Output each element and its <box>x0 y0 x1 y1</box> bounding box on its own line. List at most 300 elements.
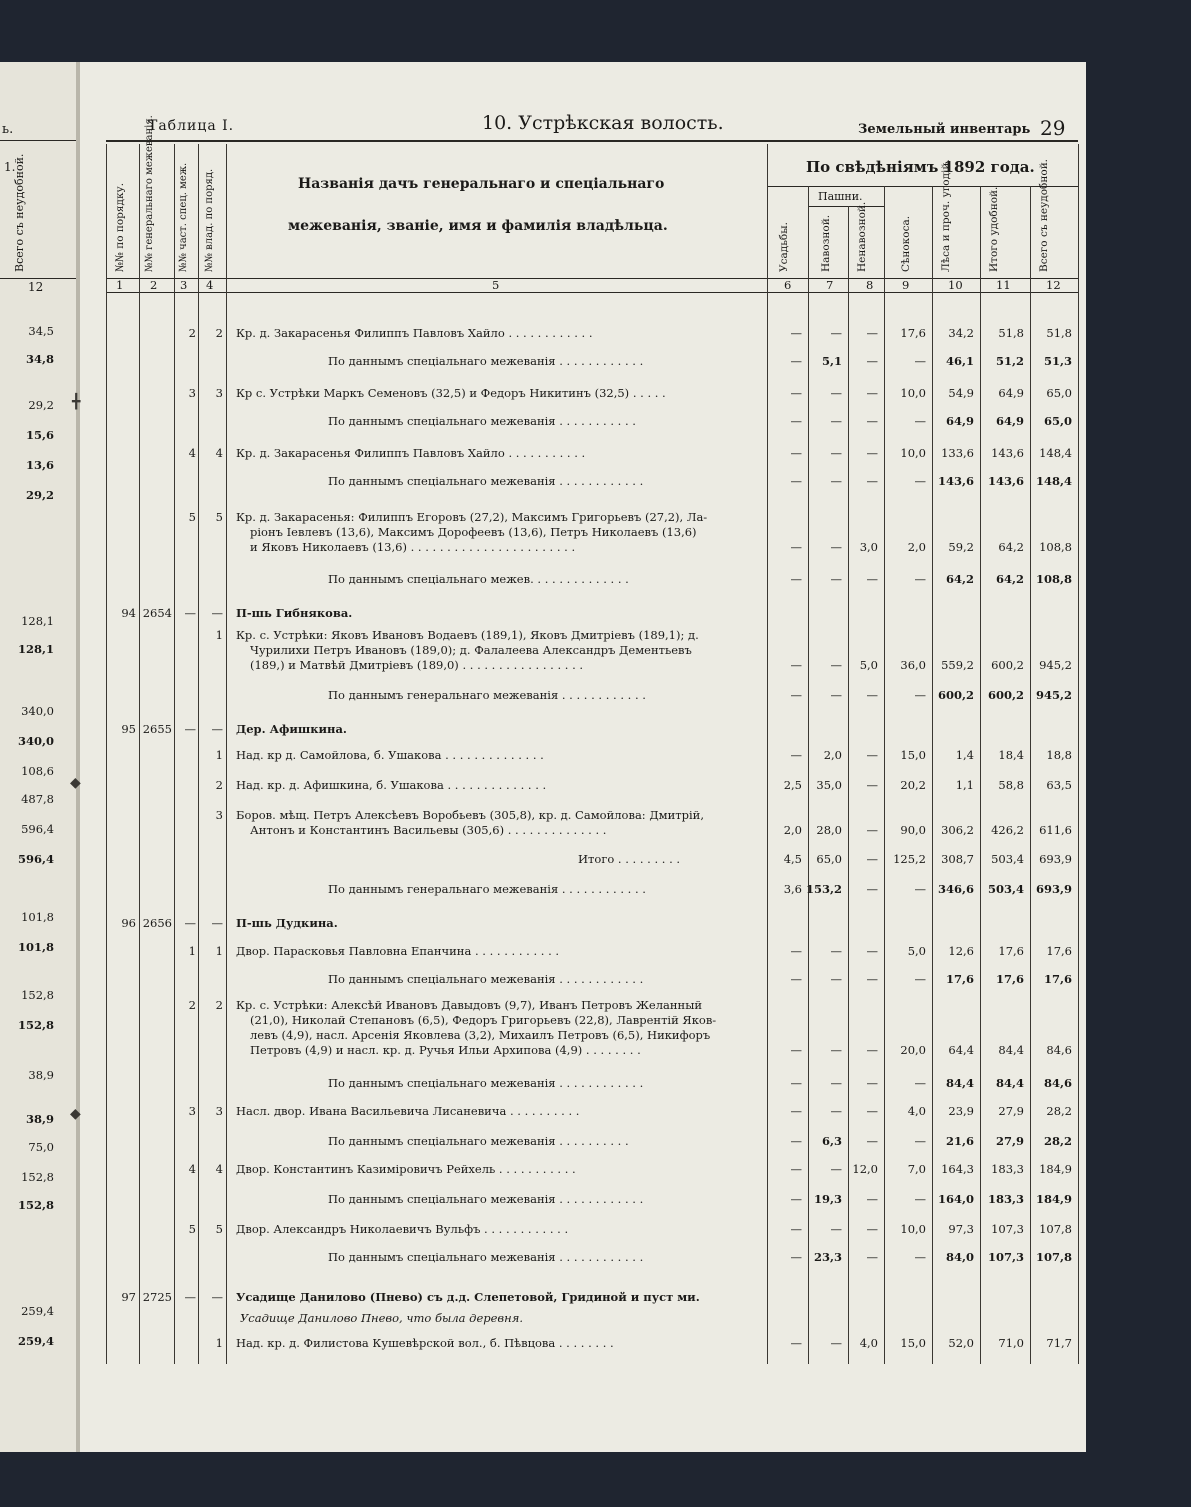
names-header-line2: межеванія, званіе, имя и фамилія владѣльца. <box>288 218 668 234</box>
special-survey-number: — <box>184 1290 196 1304</box>
area-value: — <box>790 1250 802 1264</box>
area-value: 97,3 <box>948 1222 974 1236</box>
owner-name: Кр. с. Устрѣки: Яковъ Ивановъ Водаевъ (189,1), Яковъ Дмитріевъ (189,1); д. <box>236 628 699 642</box>
area-value: 2,0 <box>783 823 802 837</box>
area-value: 71,7 <box>1046 1336 1072 1350</box>
area-value: 10,0 <box>900 1222 926 1236</box>
col-header-9: Сѣнокоса. <box>900 215 912 272</box>
area-value: 17,6 <box>995 972 1024 986</box>
prev-page-value: 596,4 <box>17 852 54 866</box>
column-number: 6 <box>784 278 792 292</box>
area-value: 27,9 <box>995 1134 1024 1148</box>
row-number: 94 <box>121 606 136 620</box>
area-value: 184,9 <box>1035 1192 1072 1206</box>
area-value: 559,2 <box>941 658 974 672</box>
area-value: — <box>914 688 926 702</box>
binding-marker: ◆ <box>70 1106 81 1122</box>
area-value: 34,2 <box>948 326 974 340</box>
area-value: 17,6 <box>1043 972 1072 986</box>
area-value: — <box>790 414 802 428</box>
area-value: — <box>790 572 802 586</box>
area-value: 2,0 <box>907 540 926 554</box>
owner-name-continued: Антонъ и Константинъ Васильевы (305,6) . . . . . . . . . . . . . . <box>250 823 607 837</box>
area-value: 1,1 <box>955 778 974 792</box>
binding-marker: ╋ <box>72 394 81 410</box>
area-value: — <box>914 354 926 368</box>
owner-name: Над. кр. д. Афишкина, б. Ушакова . . . . . . . . . . . . . . <box>236 778 547 792</box>
area-value: — <box>914 882 926 896</box>
owner-name: Кр. с. Устрѣки: Алексѣй Ивановъ Давыдовъ (9,7), Иванъ Петровъ Желанный <box>236 998 703 1012</box>
owner-name: Двор. Александръ Николаевичъ Вульфъ . . . . . . . . . . . . <box>236 1222 569 1236</box>
area-value: — <box>830 972 842 986</box>
area-value: 54,9 <box>948 386 974 400</box>
prev-page-value: 340,0 <box>21 704 54 718</box>
area-value: 164,0 <box>937 1192 974 1206</box>
area-value: — <box>830 414 842 428</box>
area-value: — <box>830 446 842 460</box>
area-value: 84,4 <box>995 1076 1024 1090</box>
owner-name: П-шь Дудкина. <box>236 916 338 930</box>
area-value: 64,9 <box>945 414 974 428</box>
area-value: — <box>866 1043 878 1057</box>
area-value: — <box>866 1076 878 1090</box>
owner-number: 5 <box>215 510 223 524</box>
area-value: 46,1 <box>945 354 974 368</box>
owner-name-continued: (189,) и Матвѣй Дмитріевъ (189,0) . . . . . . . . . . . . . . . . . <box>250 658 584 672</box>
area-value: 184,9 <box>1039 1162 1072 1176</box>
area-value: — <box>866 474 878 488</box>
col-line <box>139 144 140 1364</box>
owner-name: По даннымъ спеціальнаго межеванія . . . . . . . . . . . . <box>328 972 644 986</box>
owner-number: 1 <box>215 748 223 762</box>
area-value: 5,0 <box>859 658 878 672</box>
area-value: 51,2 <box>995 354 1024 368</box>
area-value: 10,0 <box>900 446 926 460</box>
area-value: — <box>830 1104 842 1118</box>
owner-number: 2 <box>215 998 223 1012</box>
area-value: 10,0 <box>900 386 926 400</box>
area-value: — <box>790 1336 802 1350</box>
col-header-11: Итого удобной. <box>988 186 1000 272</box>
owner-name: П-шь Гибнякова. <box>236 606 353 620</box>
area-value: 17,6 <box>900 326 926 340</box>
owner-name-continued: (21,0), Николай Степановъ (6,5), Федоръ Григорьевъ (22,8), Лаврентій Яков- <box>250 1013 717 1027</box>
owner-name: По даннымъ генеральнаго межеванія . . . . . . . . . . . . <box>328 688 646 702</box>
area-value: — <box>866 446 878 460</box>
area-value: 125,2 <box>893 852 926 866</box>
special-survey-number: — <box>184 722 196 736</box>
owner-name-continued: Петровъ (4,9) и насл. кр. д. Ручья Ильи Архипова (4,9) . . . . . . . . <box>250 1043 641 1057</box>
area-value: 58,8 <box>998 778 1024 792</box>
area-value: — <box>830 688 842 702</box>
prev-page-value: 596,4 <box>21 822 54 836</box>
owner-name: По даннымъ спеціальнаго межеванія . . . . . . . . . . . <box>328 414 636 428</box>
general-survey-number: 2654 <box>142 606 172 620</box>
area-value: — <box>830 474 842 488</box>
area-value: — <box>866 688 878 702</box>
owner-name: По даннымъ генеральнаго межеванія . . . . . . . . . . . . <box>328 882 646 896</box>
prev-page-value: 13,6 <box>25 458 54 472</box>
owner-number: 3 <box>215 808 223 822</box>
area-value: 503,4 <box>987 882 1024 896</box>
prev-col-header: Всего съ неудобной. <box>13 153 26 272</box>
area-value: 426,2 <box>991 823 1024 837</box>
group-rule <box>767 186 1078 187</box>
owner-name: Кр. д. Закарасенья Филиппъ Павловъ Хайло . . . . . . . . . . . . <box>236 326 593 340</box>
area-value: 90,0 <box>900 823 926 837</box>
prev-page-value: 152,8 <box>17 1198 54 1212</box>
area-value: 600,2 <box>937 688 974 702</box>
owner-name: Над. кр д. Самойлова, б. Ушакова . . . . . . . . . . . . . . <box>236 748 544 762</box>
owner-name: Итого . . . . . . . . . <box>578 852 681 866</box>
column-number: 12 <box>1046 278 1061 292</box>
special-survey-number: 3 <box>188 386 196 400</box>
area-value: — <box>866 852 878 866</box>
area-value: — <box>866 354 878 368</box>
special-survey-number: — <box>184 606 196 620</box>
owner-number: 4 <box>215 446 223 460</box>
area-value: — <box>790 688 802 702</box>
area-value: 64,4 <box>948 1043 974 1057</box>
area-value: — <box>830 326 842 340</box>
area-value: — <box>866 414 878 428</box>
area-value: 5,0 <box>907 944 926 958</box>
area-value: 51,8 <box>1046 326 1072 340</box>
owner-number: — <box>211 722 223 736</box>
area-value: — <box>914 1192 926 1206</box>
area-value: — <box>790 540 802 554</box>
column-number: 7 <box>826 278 834 292</box>
area-value: 27,9 <box>998 1104 1024 1118</box>
area-value: — <box>790 1043 802 1057</box>
owner-name-continued: левъ (4,9), насл. Арсенія Яковлева (3,2), Михаилъ Петровъ (6,5), Никифоръ <box>250 1028 711 1042</box>
area-value: 17,6 <box>945 972 974 986</box>
col-header-7: Навозной. <box>820 214 832 272</box>
area-value: 1,4 <box>955 748 974 762</box>
col-header-4: №№ влад. по поряд. <box>204 168 215 272</box>
column-number: 4 <box>206 278 214 292</box>
general-survey-number: 2655 <box>142 722 172 736</box>
area-value: 23,3 <box>813 1250 842 1264</box>
area-value: — <box>830 1222 842 1236</box>
area-value: — <box>866 748 878 762</box>
area-value: 84,6 <box>1043 1076 1072 1090</box>
area-value: 35,0 <box>816 778 842 792</box>
owner-name: Кр. д. Закарасенья Филиппъ Павловъ Хайло . . . . . . . . . . . <box>236 446 586 460</box>
area-value: 107,8 <box>1039 1222 1072 1236</box>
area-value: — <box>866 944 878 958</box>
col-line <box>106 144 107 1364</box>
owner-name: Дер. Афишкина. <box>236 722 347 736</box>
area-value: — <box>830 1043 842 1057</box>
page-number: 29 <box>1040 116 1066 140</box>
area-value: 2,5 <box>783 778 802 792</box>
owner-name-continued: Усадище Данилово Пнево, что была деревня. <box>240 1311 523 1325</box>
header-rule <box>106 140 1078 142</box>
area-value: — <box>914 572 926 586</box>
owner-number: 1 <box>215 628 223 642</box>
binding-marker: ◆ <box>70 775 81 791</box>
area-value: 65,0 <box>1043 414 1072 428</box>
row-number: 97 <box>121 1290 136 1304</box>
special-survey-number: — <box>184 916 196 930</box>
area-value: — <box>914 1250 926 1264</box>
prev-page-value: 259,4 <box>17 1334 54 1348</box>
area-value: — <box>914 474 926 488</box>
owner-name: По даннымъ спеціальнаго межеванія . . . . . . . . . . . . <box>328 474 644 488</box>
area-value: 693,9 <box>1035 882 1072 896</box>
area-value: 600,2 <box>987 688 1024 702</box>
area-value: 15,0 <box>900 1336 926 1350</box>
area-value: 65,0 <box>1046 386 1072 400</box>
area-value: 64,9 <box>998 386 1024 400</box>
area-value: — <box>866 1222 878 1236</box>
area-value: 133,6 <box>941 446 974 460</box>
prev-header-fragment: ь. <box>2 122 14 137</box>
area-value: — <box>914 972 926 986</box>
area-value: 36,0 <box>900 658 926 672</box>
area-value: 84,4 <box>945 1076 974 1090</box>
area-value: 148,4 <box>1039 446 1072 460</box>
area-value: 18,4 <box>998 748 1024 762</box>
row-number: 95 <box>121 722 136 736</box>
special-survey-number: 1 <box>188 944 196 958</box>
prev-page-value: 29,2 <box>25 488 54 502</box>
owner-name: Насл. двор. Ивана Васильевича Лисаневича . . . . . . . . . . <box>236 1104 580 1118</box>
area-value: 20,2 <box>900 778 926 792</box>
area-value: — <box>866 386 878 400</box>
owner-name: Усадище Данилово (Пнево) съ д.д. Слепетовой, Гридиной и пуст ми. <box>236 1290 700 1304</box>
area-value: — <box>830 1336 842 1350</box>
area-value: — <box>790 354 802 368</box>
area-value: — <box>866 972 878 986</box>
area-value: 52,0 <box>948 1336 974 1350</box>
special-survey-number: 4 <box>188 446 196 460</box>
col-line <box>980 186 981 1364</box>
area-value: 107,3 <box>987 1250 1024 1264</box>
owner-number: 3 <box>215 386 223 400</box>
area-value: — <box>866 778 878 792</box>
col-header-8: Ненавозной. <box>856 201 868 272</box>
area-value: — <box>830 658 842 672</box>
area-value: — <box>790 1076 802 1090</box>
owner-number: — <box>211 916 223 930</box>
owner-name: Кр. д. Закарасенья: Филиппъ Егоровъ (27,2), Максимъ Григорьевъ (27,2), Ла- <box>236 510 708 524</box>
owner-number: 2 <box>215 326 223 340</box>
area-value: 20,0 <box>900 1043 926 1057</box>
owner-number: 1 <box>215 944 223 958</box>
area-value: 164,3 <box>941 1162 974 1176</box>
col-line <box>1078 144 1079 1364</box>
area-value: 64,2 <box>945 572 974 586</box>
area-value: — <box>830 1076 842 1090</box>
owner-number: 5 <box>215 1222 223 1236</box>
area-value: 153,2 <box>805 882 842 896</box>
area-value: 107,8 <box>1035 1250 1072 1264</box>
owner-number: — <box>211 1290 223 1304</box>
owner-name-continued: ріонъ Іевлевъ (13,6), Максимъ Дорофеевъ (13,6), Петръ Николаевъ (13,6) <box>250 525 697 539</box>
area-value: 64,2 <box>995 572 1024 586</box>
area-value: 503,4 <box>991 852 1024 866</box>
column-number: 9 <box>902 278 910 292</box>
area-value: 84,0 <box>945 1250 974 1264</box>
area-value: 107,3 <box>991 1222 1024 1236</box>
area-value: — <box>914 414 926 428</box>
area-value: — <box>790 446 802 460</box>
area-value: 51,3 <box>1043 354 1072 368</box>
area-value: — <box>790 1104 802 1118</box>
column-number: 10 <box>948 278 963 292</box>
special-survey-number: 5 <box>188 510 196 524</box>
area-value: — <box>914 1134 926 1148</box>
pashni-header: Пашни. <box>818 190 863 203</box>
area-value: — <box>790 748 802 762</box>
area-value: 3,6 <box>783 882 802 896</box>
owner-number: 2 <box>215 778 223 792</box>
prev-colhead-rule <box>0 278 76 279</box>
area-value: — <box>830 540 842 554</box>
area-value: 600,2 <box>991 658 1024 672</box>
area-value: 64,2 <box>998 540 1024 554</box>
area-value: 945,2 <box>1039 658 1072 672</box>
area-value: 346,6 <box>937 882 974 896</box>
area-value: — <box>866 1104 878 1118</box>
area-value: 28,0 <box>816 823 842 837</box>
area-value: 143,6 <box>987 474 1024 488</box>
area-value: — <box>790 1134 802 1148</box>
special-survey-number: 2 <box>188 998 196 1012</box>
special-survey-number: 2 <box>188 326 196 340</box>
area-value: 143,6 <box>991 446 1024 460</box>
owner-name: По даннымъ спеціальнаго межеванія . . . . . . . . . . . . <box>328 1076 644 1090</box>
area-value: 84,6 <box>1046 1043 1072 1057</box>
area-value: — <box>830 572 842 586</box>
area-value: 15,0 <box>900 748 926 762</box>
col-line <box>226 144 227 1364</box>
owner-name: Двор. Константинъ Казиміровичъ Рейхель . . . . . . . . . . . <box>236 1162 576 1176</box>
column-number: 8 <box>866 278 874 292</box>
area-value: 5,1 <box>821 354 842 368</box>
owner-name: По даннымъ спеціальнаго межеванія . . . . . . . . . . <box>328 1134 629 1148</box>
area-value: 64,9 <box>995 414 1024 428</box>
area-value: 4,0 <box>859 1336 878 1350</box>
area-value: 183,3 <box>987 1192 1024 1206</box>
col-header-6: Усадьбы. <box>778 222 790 272</box>
area-value: — <box>790 386 802 400</box>
area-value: — <box>914 1076 926 1090</box>
column-number: 2 <box>150 278 158 292</box>
prev-page-value: 152,8 <box>21 1170 54 1184</box>
area-value: 4,0 <box>907 1104 926 1118</box>
owner-number: 1 <box>215 1336 223 1350</box>
prev-page-value: 38,9 <box>25 1112 54 1126</box>
area-value: 65,0 <box>816 852 842 866</box>
column-number: 5 <box>492 278 500 292</box>
prev-page-value: 128,1 <box>17 642 54 656</box>
area-value: 2,0 <box>823 748 842 762</box>
area-value: 28,2 <box>1043 1134 1072 1148</box>
prev-col-number: 12 <box>28 280 44 294</box>
owner-number: 4 <box>215 1162 223 1176</box>
owner-name-continued: Чурилихи Петръ Ивановъ (189,0); д. Фалалеева Александръ Дементьевъ <box>250 643 692 657</box>
area-value: 59,2 <box>948 540 974 554</box>
area-value: — <box>790 474 802 488</box>
area-value: 3,0 <box>859 540 878 554</box>
area-value: — <box>790 1162 802 1176</box>
col-header-2: №№ генеральнаго межеванія. <box>144 115 155 272</box>
area-value: 148,4 <box>1035 474 1072 488</box>
owner-name: Двор. Парасковья Павловна Епанчина . . . . . . . . . . . . <box>236 944 560 958</box>
area-value: 71,0 <box>998 1336 1024 1350</box>
area-value: 18,8 <box>1046 748 1072 762</box>
owner-number: 3 <box>215 1104 223 1118</box>
special-survey-number: 4 <box>188 1162 196 1176</box>
owner-name-continued: и Яковъ Николаевъ (13,6) . . . . . . . . . . . . . . . . . . . . . . . <box>250 540 576 554</box>
prev-page-value: 75,0 <box>28 1140 54 1154</box>
area-value: — <box>790 1222 802 1236</box>
area-value: 108,8 <box>1035 572 1072 586</box>
area-value: 12,0 <box>852 1162 878 1176</box>
prev-page-value: 152,8 <box>17 1018 54 1032</box>
owner-name: Над. кр. д. Филистова Кушевѣрской вол., б. Пѣвцова . . . . . . . . <box>236 1336 614 1350</box>
pashni-rule <box>808 206 884 207</box>
area-value: 19,3 <box>813 1192 842 1206</box>
prev-header-rule <box>0 140 76 141</box>
area-value: 84,4 <box>998 1043 1024 1057</box>
prev-page-value: 29,2 <box>28 398 54 412</box>
area-value: 63,5 <box>1046 778 1072 792</box>
page-title: 10. Устрѣкская волость. <box>482 112 724 134</box>
area-value: 693,9 <box>1039 852 1072 866</box>
area-value: — <box>866 326 878 340</box>
names-header-line1: Названія дачъ генеральнаго и спеціальнаго <box>298 176 665 192</box>
owner-number: — <box>211 606 223 620</box>
area-value: 308,7 <box>941 852 974 866</box>
area-value: — <box>866 882 878 896</box>
col-line <box>932 186 933 1364</box>
area-value: — <box>790 1192 802 1206</box>
special-survey-number: 3 <box>188 1104 196 1118</box>
owner-name: Кр с. Устрѣки Маркъ Семеновъ (32,5) и Федоръ Никитинъ (32,5) . . . . . <box>236 386 666 400</box>
area-value: 4,5 <box>783 852 802 866</box>
area-value: 7,0 <box>907 1162 926 1176</box>
general-survey-number: 2725 <box>142 1290 172 1304</box>
area-value: 945,2 <box>1035 688 1072 702</box>
owner-name: По даннымъ спеціальнаго межеванія . . . . . . . . . . . . <box>328 354 644 368</box>
prev-page-value: 15,6 <box>25 428 54 442</box>
area-value: — <box>866 572 878 586</box>
prev-page-value: 340,0 <box>17 734 54 748</box>
column-number: 3 <box>180 278 188 292</box>
area-value: — <box>790 658 802 672</box>
prev-page-value: 34,8 <box>25 352 54 366</box>
previous-page-strip <box>0 62 76 1452</box>
group-header: По свѣдѣніямъ 1892 года. <box>806 158 1035 176</box>
col-line <box>1030 186 1031 1364</box>
table-label: Таблица I. <box>148 118 235 134</box>
area-value: 6,3 <box>821 1134 842 1148</box>
area-value: 183,3 <box>991 1162 1024 1176</box>
column-number: 1 <box>116 278 124 292</box>
special-survey-number: 5 <box>188 1222 196 1236</box>
prev-page-value: 34,5 <box>28 324 54 338</box>
owner-name: По даннымъ спеціальнаго межеванія . . . . . . . . . . . . <box>328 1250 644 1264</box>
area-value: — <box>866 1192 878 1206</box>
owner-name: По даннымъ спеціальнаго межеванія . . . . . . . . . . . . <box>328 1192 644 1206</box>
column-number: 11 <box>996 278 1011 292</box>
area-value: 143,6 <box>937 474 974 488</box>
area-value: 306,2 <box>941 823 974 837</box>
